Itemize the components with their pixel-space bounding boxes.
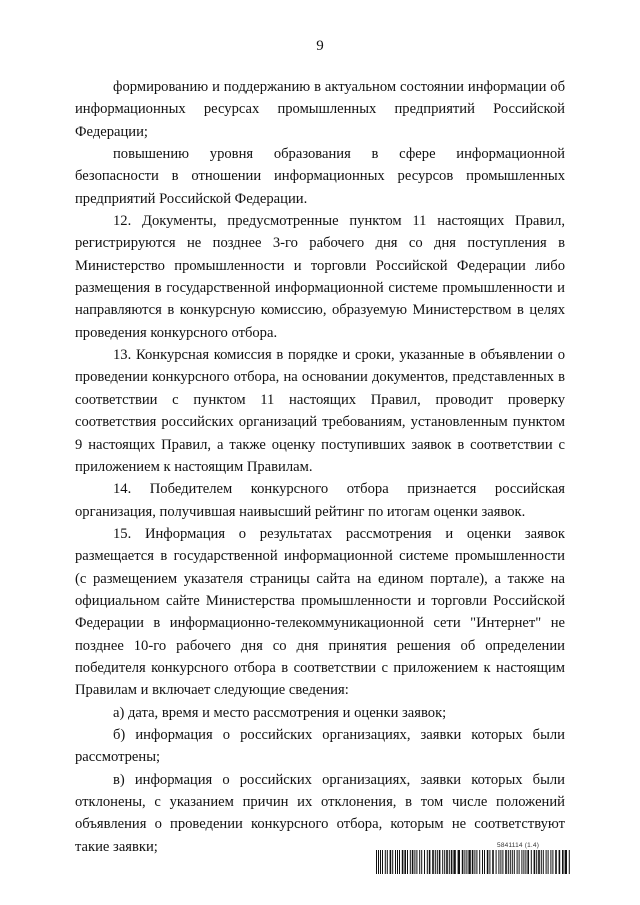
paragraph: 14. Победителем конкурсного отбора признается российская организация, получившая наивысший рейтинг по итогам оценки заявок. [75,481,565,520]
paragraph: повышению уровня образования в сфере информационной безопасности в отношении информационных ресурсов промышленных предприятий Российской Федерации. [75,146,565,207]
paragraph: б) информация о российских организациях, заявки которых были рассмотрены; [75,726,565,766]
page-number: 9 [316,38,324,54]
paragraph: 15. Информация о результатах рассмотрения и оценки заявок размещается в государственной информационной системе промышленности (с размещением указателя страницы сайта на едином портале), а также на официальном сайте Министерства промышленности и торговли Российской Федерации в информационно-телекоммуникационной сети "Интернет" не позднее 10-го рабочего дня со дня принятия решения об определении победителя конкурсного отбора в соответствии с приложением к настоящим Правилам и включает следующие сведения: [75,525,565,699]
document-body [75,76,565,858]
document-code: 5841114 (1.4) [497,842,540,849]
paragraph: в) информация о российских организациях, заявки которых были отклонены, с указанием причин их отклонения, в том числе положений объявления о проведении конкурсного отбора, которым не соответствуют такие заявки; [75,771,565,855]
paragraph: 13. Конкурсная комиссия в порядке и сроки, указанные в объявлении о проведении конкурсного отбора, на основании документов, представленных в соответствии с пунктом 11 настоящих Правил, проводит проверку соответствия российских организаций требованиям, установленным пунктом 9 настоящих Правил, а также оценку поступивших заявок в соответствии с приложением к настоящим Правилам. [75,347,565,475]
paragraph: а) дата, время и место рассмотрения и оценки заявок; [113,704,447,721]
barcode-image [376,850,570,874]
paragraph: 12. Документы, предусмотренные пунктом 11 настоящих Правил, регистрируются не позднее 3-го рабочего дня со дня поступления в Министерство промышленности и торговли Российской Федерации либо размещения в государственной информационной системе промышленности и направляются в конкурсную комиссию, образуемую Министерством в целях проведения конкурсного отбора. [75,213,565,341]
paragraph: формированию и поддержанию в актуальном состоянии информации об информационных ресурсах промышленных предприятий Российской Федерации; [75,79,565,140]
